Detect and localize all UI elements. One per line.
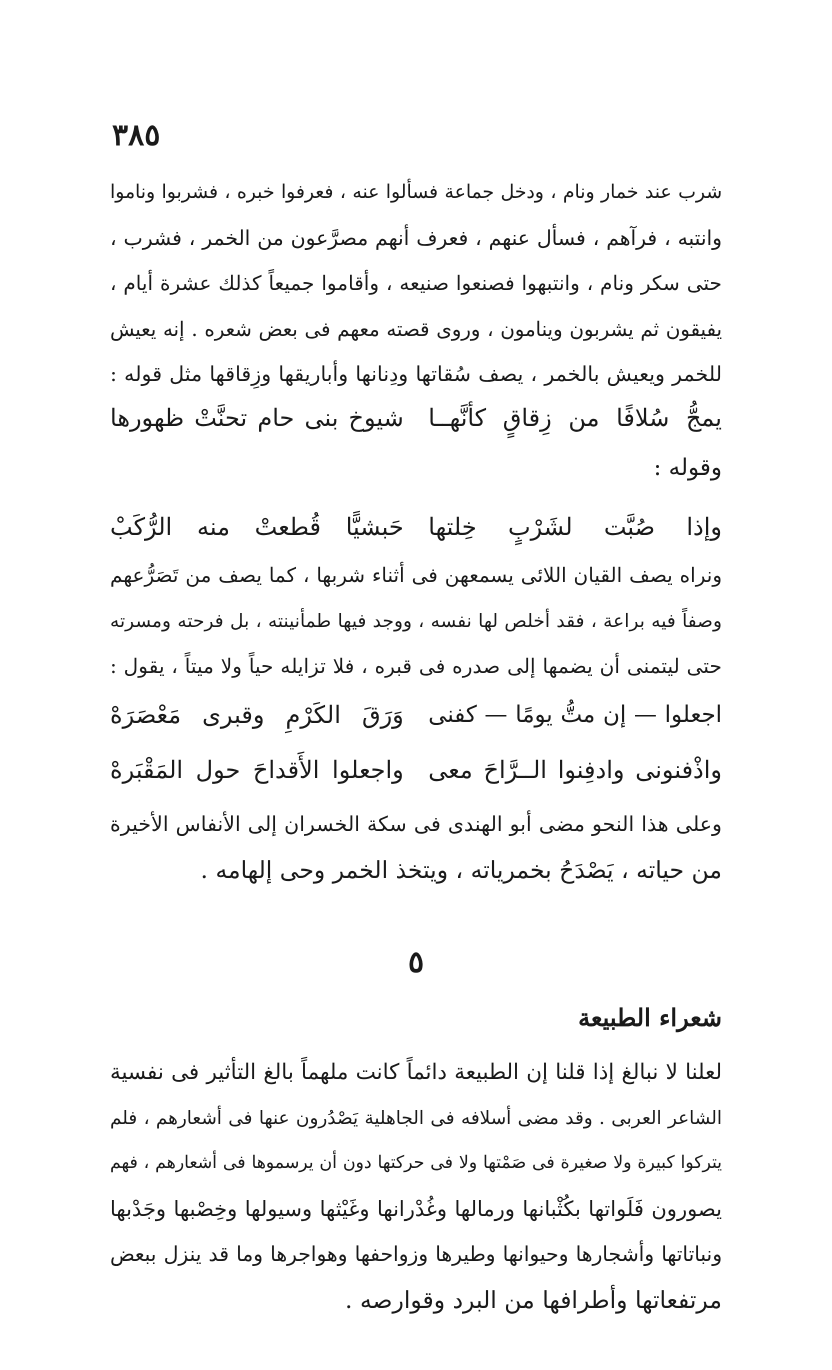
text-line: يتركوا كبيرة ولا صغيرة فى صَمْتها ولا فى حركتها دون أن يرسموها فى أشعارهم ، فهم [110, 1153, 722, 1173]
text-line: مرتفعاتها وأطرافها من البرد وقوارصه . [345, 1285, 722, 1314]
text-line: الشاعر العربى . وقد مضى أسلافه فى الجاهلية يَصْدُرون عنها فى أشعارهم ، فلم [110, 1107, 722, 1129]
section-number: ٥ [407, 945, 425, 980]
verse-2-first-hemistich: وإذا صُبَّت لشَرْبٍ خِلتها [428, 513, 722, 541]
verse-3-second-hemistich: وَرَقَ الكَرْمِ وقبرى مَعْصَرَهْ [110, 701, 404, 729]
verse-3 [110, 690, 722, 740]
verse-3-first-hemistich: اجعلوا — إن متُّ يومًا — كفنى [428, 702, 722, 728]
verse-4 [110, 745, 722, 795]
verse-1 [110, 393, 722, 443]
text-line: يصورون فَلَواتها بكُثْبانها ورمالها وغُدْرانها وغَيْثها وسيولها وخِصْبها وجَدْبها [110, 1196, 722, 1221]
text-line: وعلى هذا النحو مضى أبو الهندى فى سكة الخسران إلى الأنفاس الأخيرة [110, 812, 722, 836]
text-line: من حياته ، يَصْدَحُ بخمرياته ، ويتخذ الخمر وحى إلهامه . [200, 855, 722, 884]
verse-1-second-hemistich: شيوخ بنى حام تحنَّتْ ظهورها [110, 404, 404, 432]
text-line: وانتبه ، فرآهم ، فسأل عنهم ، فعرف أنهم مصرَّعون من الخمر ، فشرب ، [110, 225, 722, 250]
paragraph-4 [110, 1050, 722, 1323]
text-line: حتى سكر ونام ، وانتبهوا فصنعوا صنيعه ، وأقاموا جميعاً كذلك عشرة أيام ، [110, 271, 722, 295]
text-line: للخمر ويعيش بالخمر ، يصف سُقاتها ودِنانها وأباريقها وزِقاقها مثل قوله : [110, 362, 722, 386]
verse-1-first-hemistich: يمجُّ سُلافًا من زِقاقٍ كأنَّهــا [428, 404, 722, 432]
verse-4-second-hemistich: واجعلوا الأَقداحَ حول المَقْبَرهْ [110, 756, 404, 784]
text-line: ونراه يصف القيان اللائى يسمعهن فى أثناء شربها ، كما يصف من تَصَرُّعهم [110, 563, 722, 587]
verse-2-intro: وقوله : [653, 455, 722, 481]
paragraph-2 [110, 553, 722, 690]
verse-4-first-hemistich: واذْفنونى وادفِنوا الــرَّاحَ معى [428, 756, 722, 784]
text-line: يفيقون ثم يشربون وينامون ، وروى قصته معهم فى بعض شعره . إنه يعيش [110, 317, 722, 341]
page-number: ٣٨٥ [112, 118, 161, 153]
section-heading: شعراء الطبيعة [578, 1003, 722, 1032]
text-line: ونباتاتها وأشجارها وحيوانها وطيرها وزواحفها وهواجرها وما قد ينزل ببعض [110, 1242, 722, 1266]
paragraph-1 [110, 170, 722, 398]
text-line: شرب عند خمار ونام ، ودخل جماعة فسألوا عنه ، فعرفوا خبره ، فشربوا وناموا [110, 182, 722, 203]
verse-2-second-hemistich: حَبشيًّا قُطعتْ منه الرُّكَبْ [110, 513, 404, 541]
paragraph-3 [110, 802, 722, 893]
text-line: لعلنا لا نبالغ إذا قلنا إن الطبيعة دائماً كانت ملهماً بالغ التأثير فى نفسية [110, 1060, 722, 1085]
verse-2 [110, 502, 722, 552]
text-line: حتى ليتمنى أن يضمها إلى صدره فى قبره ، فلا تزايله حياً ولا ميتاً ، يقول : [110, 654, 722, 678]
text-line: وصفاً فيه براعة ، فقد أخلص لها نفسه ، ووجد فيها طمأنينته ، بل فرحته ومسرته [110, 610, 722, 632]
